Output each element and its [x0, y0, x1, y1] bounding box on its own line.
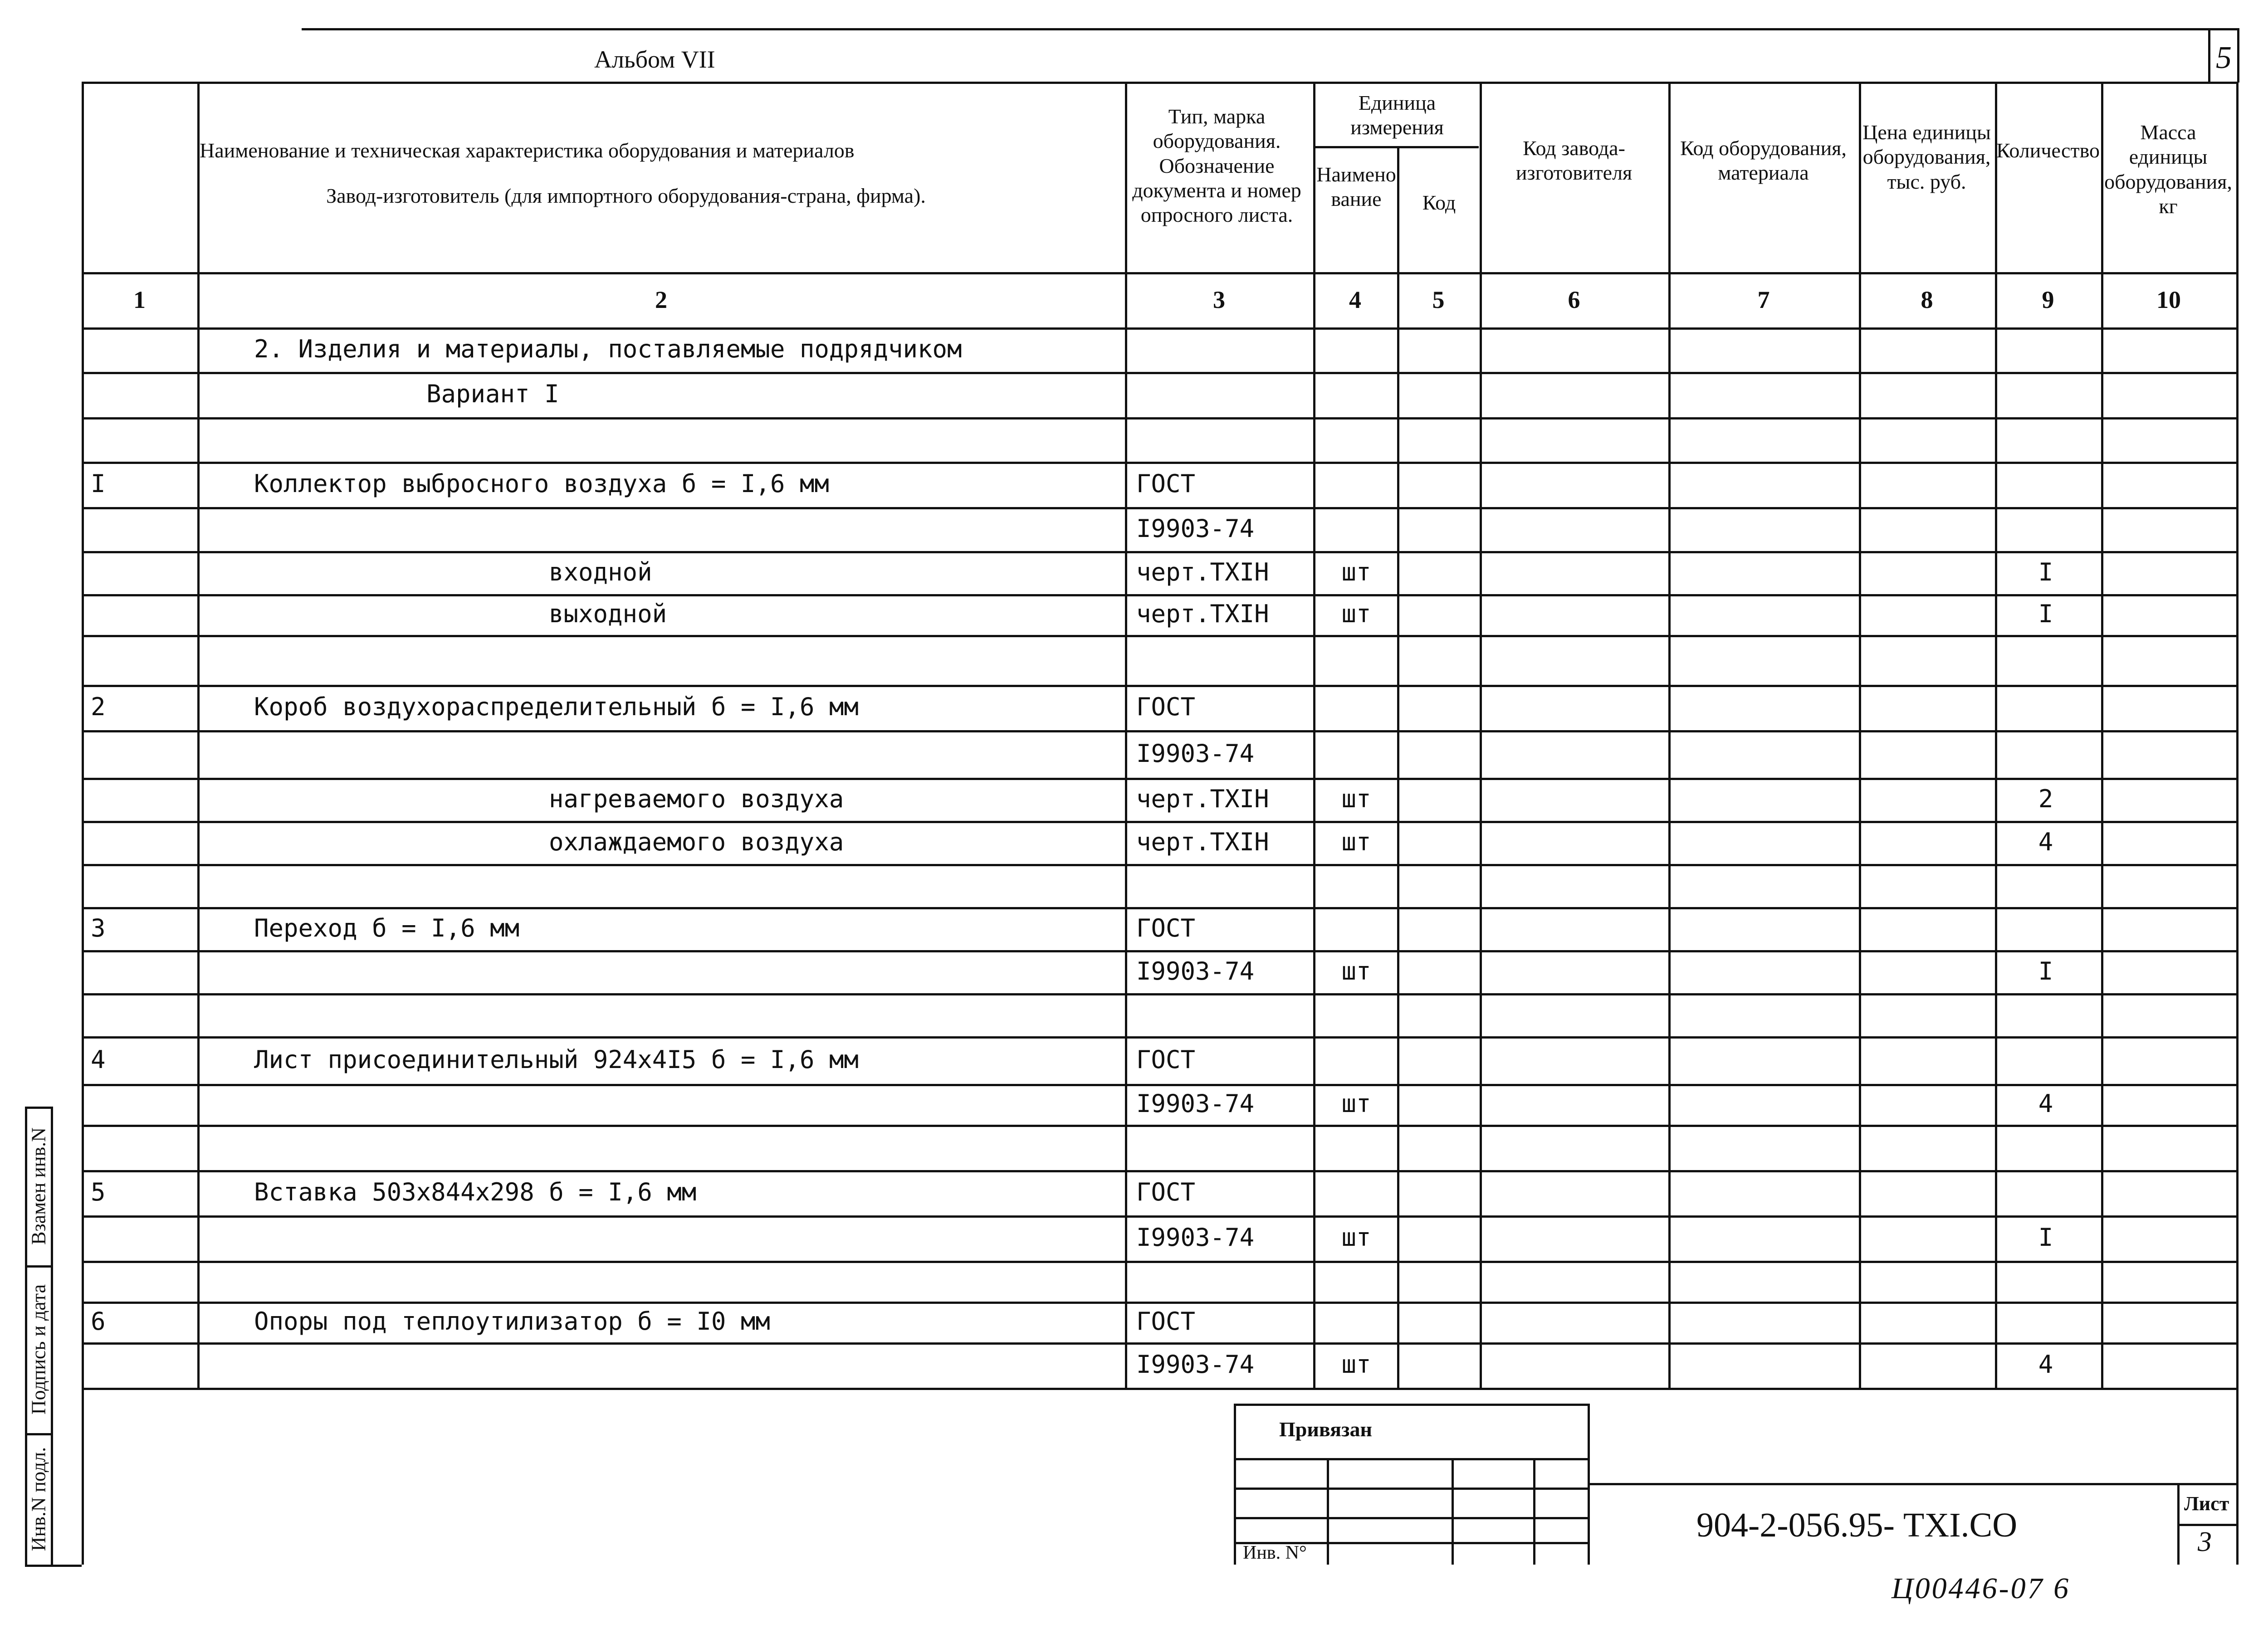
row-line	[82, 417, 2239, 419]
row-doc: I9903-74	[1136, 514, 1255, 543]
row-number: 6	[91, 1307, 106, 1336]
column-number: 2	[655, 286, 667, 313]
header-col3: Тип, марка оборудования. Обозначение документа и номер опросного листа.	[1132, 105, 1301, 227]
row-doc: ГОСТ	[1136, 1178, 1196, 1206]
colnum-bottom-rule	[82, 327, 2239, 330]
header-col6: Код завода-изготовителя	[1515, 137, 1633, 185]
column-line	[1397, 146, 1399, 1388]
column-line	[1313, 82, 1315, 1388]
top-rule	[302, 28, 2239, 30]
header-col2-line1: Наименование и техническая характеристика оборудования и материалов	[200, 139, 855, 162]
row-unit: шт	[1341, 1089, 1371, 1118]
row-qty: 2	[2038, 784, 2053, 813]
row-qty: I	[2038, 1223, 2053, 1252]
row-doc: I9903-74	[1136, 1089, 1255, 1118]
stamp-privyazan-label: Привязан	[1279, 1418, 1372, 1441]
row-line	[82, 1125, 2239, 1127]
column-number: 3	[1213, 286, 1225, 313]
stamp-privyazan-col1	[1327, 1458, 1329, 1565]
row-line	[82, 1342, 2239, 1345]
stamp-main-top	[1588, 1483, 2239, 1485]
row-number: I	[91, 469, 106, 498]
row-line	[82, 1170, 2239, 1172]
row-line	[82, 993, 2239, 995]
row-doc: черт.ТХIН	[1136, 557, 1269, 586]
row-qty: I	[2038, 557, 2053, 586]
page-corner-number: 5	[2216, 40, 2232, 75]
side-stamp-bottom	[25, 1565, 82, 1567]
row-doc: ГОСТ	[1136, 913, 1196, 942]
row-line	[82, 778, 2239, 780]
stamp-sheet-number: 3	[2198, 1527, 2212, 1557]
row-doc: черт.ТХIН	[1136, 827, 1269, 856]
row-line	[82, 594, 2239, 596]
row-line	[82, 821, 2239, 823]
row-name: выходной	[549, 600, 667, 628]
header-col4: Наименование	[1316, 163, 1396, 211]
side-label-vzamen: Взамен инв.N	[27, 1127, 50, 1245]
row-name: Короб воздухораспределительный б = I,6 мм	[254, 693, 859, 721]
header-col9: Количество	[1996, 139, 2100, 162]
column-number: 1	[133, 286, 146, 313]
header-col5: Код	[1422, 191, 1456, 214]
header-top-rule	[82, 82, 2239, 84]
row-line	[82, 1302, 2239, 1304]
row-line	[82, 1215, 2239, 1218]
stamp-privyazan-top	[1234, 1404, 1590, 1406]
row-doc: черт.ТХIН	[1136, 784, 1269, 813]
stamp-privyazan-row1	[1234, 1458, 1590, 1460]
row-number: 4	[91, 1045, 106, 1074]
row-line	[82, 635, 2239, 637]
row-number: 3	[91, 913, 106, 942]
row-name: нагреваемого воздуха	[549, 784, 844, 813]
footer-handwritten-code: Ц00446-07 6	[1892, 1572, 2071, 1605]
stamp-inv-label: Инв. N°	[1243, 1542, 1307, 1563]
row-line	[82, 1084, 2239, 1086]
column-number: 9	[2042, 286, 2054, 313]
row-unit: шт	[1341, 600, 1371, 628]
row-name: Переход б = I,6 мм	[254, 913, 520, 942]
row-name: Вставка 503х844х298 б = I,6 мм	[254, 1178, 697, 1206]
row-doc: I9903-74	[1136, 739, 1255, 768]
column-line	[1995, 82, 1997, 1388]
row-unit: шт	[1341, 1350, 1371, 1379]
stamp-doc-code: 904-2-056.95- ТХI.СО	[1696, 1506, 2018, 1544]
column-number: 10	[2156, 286, 2181, 313]
column-number: 8	[1921, 286, 1933, 313]
row-doc: I9903-74	[1136, 956, 1255, 985]
row-doc: ГОСТ	[1136, 1307, 1196, 1336]
row-unit: шт	[1341, 784, 1371, 813]
row-qty: 4	[2038, 1350, 2053, 1379]
column-line	[1859, 82, 1861, 1388]
header-col2-line2: Завод-изготовитель (для импортного оборудования-страна, фирма).	[326, 184, 926, 207]
column-number: 6	[1568, 286, 1580, 313]
row-name: 2. Изделия и материалы, поставляемые подрядчиком	[254, 335, 962, 363]
stamp-privyazan-row2	[1234, 1488, 1590, 1490]
column-line	[197, 82, 200, 1388]
row-doc: I9903-74	[1136, 1223, 1255, 1252]
row-doc: ГОСТ	[1136, 1045, 1196, 1074]
column-line	[1125, 82, 1127, 1388]
row-line	[82, 685, 2239, 687]
row-name: входной	[549, 557, 652, 586]
row-line	[82, 551, 2239, 553]
side-stamp-right	[51, 1107, 53, 1565]
stamp-privyazan-left	[1234, 1404, 1236, 1565]
row-qty: I	[2038, 956, 2053, 985]
row-doc: ГОСТ	[1136, 693, 1196, 721]
corner-box-left	[2208, 28, 2210, 83]
column-line	[1480, 82, 1482, 1388]
row-qty: I	[2038, 600, 2053, 628]
column-number: 4	[1349, 286, 1361, 313]
row-qty: 4	[2038, 827, 2053, 856]
row-qty: 4	[2038, 1089, 2053, 1118]
header-col7: Код оборудования, материала	[1680, 137, 1847, 185]
row-number: 5	[91, 1178, 106, 1206]
column-number: 5	[1432, 286, 1445, 313]
header-bottom-rule	[82, 272, 2239, 274]
stamp-privyazan-col2	[1452, 1458, 1454, 1565]
column-line	[1668, 82, 1671, 1388]
row-doc: черт.ТХIН	[1136, 600, 1269, 628]
row-line	[82, 730, 2239, 732]
stamp-sheet-label: Лист	[2184, 1493, 2229, 1515]
side-label-inv-podl: Инв.N подл.	[27, 1447, 50, 1551]
header-col10: Масса единицы оборудования, кг	[2104, 121, 2232, 218]
column-number: 7	[1757, 286, 1770, 313]
corner-box-right	[2237, 28, 2239, 83]
row-unit: шт	[1341, 557, 1371, 586]
side-stamp-top	[25, 1107, 53, 1109]
row-line	[82, 907, 2239, 909]
row-line	[82, 372, 2239, 374]
row-line	[82, 507, 2239, 509]
row-unit: шт	[1341, 956, 1371, 985]
row-unit: шт	[1341, 1223, 1371, 1252]
row-line	[82, 1036, 2239, 1039]
header-unit-group: Единица измерения	[1350, 91, 1444, 139]
row-name: Коллектор выбросного воздуха б = I,6 мм	[254, 469, 829, 498]
row-doc: ГОСТ	[1136, 469, 1196, 498]
stamp-privyazan-col3	[1533, 1458, 1535, 1565]
row-line	[82, 1388, 2239, 1390]
album-label: Альбом VII	[594, 46, 715, 73]
row-number: 2	[91, 693, 106, 721]
row-name: Опоры под теплоутилизатор б = I0 мм	[254, 1307, 770, 1336]
row-line	[82, 462, 2239, 464]
unit-group-rule	[1313, 146, 1479, 148]
side-stamp-div1	[25, 1265, 53, 1268]
row-line	[82, 864, 2239, 866]
row-name: Лист присоединительный 924х4I5 б = I,6 мм	[254, 1045, 859, 1074]
side-label-podpis: Подпись и дата	[27, 1284, 50, 1415]
row-line	[82, 950, 2239, 952]
row-unit: шт	[1341, 827, 1371, 856]
header-col8: Цена единицы оборудования, тыс. руб.	[1862, 121, 1991, 193]
row-doc: I9903-74	[1136, 1350, 1255, 1379]
row-name: Вариант I	[426, 380, 559, 408]
side-stamp-div2	[25, 1433, 53, 1435]
stamp-privyazan-row3	[1234, 1517, 1590, 1519]
row-line	[82, 1261, 2239, 1263]
column-line	[2101, 82, 2103, 1388]
row-name: охлаждаемого воздуха	[549, 827, 844, 856]
